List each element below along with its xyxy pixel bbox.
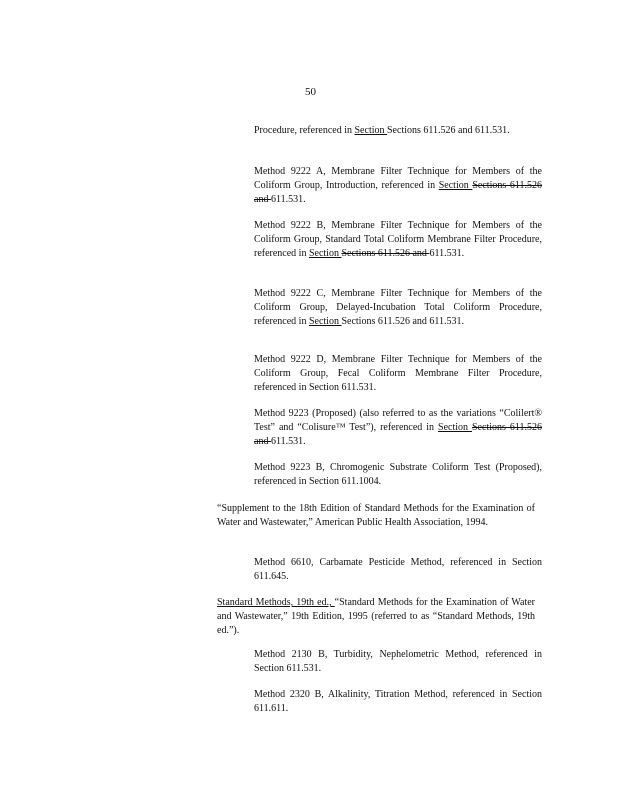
- entry-method-9223: [254, 407, 542, 449]
- inserted-text: Standard Methods, 19th ed.,: [217, 597, 335, 608]
- entry-text: Method 9222 A, Membrane Filter Technique for Members of the Coliform Group, Introduction, referenced in: [254, 166, 542, 191]
- deleted-text: Sections 611.526 and: [254, 422, 543, 447]
- entry-method-9222a: [254, 165, 542, 207]
- deleted-text: Sections 611.526 and: [254, 180, 542, 205]
- inserted-text: Section: [438, 422, 472, 433]
- entry-text: Method 9222 D, Membrane Filter Technique for Members of the Coliform Group, Fecal Coliform Membrane Filter Procedure, referenced in Section 611.531.: [254, 354, 542, 393]
- entry-text-end: Sections 611.526 and 611.531.: [387, 125, 510, 136]
- entry-standard-methods-19th: [217, 596, 535, 638]
- entry-text-end: Sections 611.526 and 611.531.: [341, 316, 465, 327]
- entry-text: Method 9223 (Proposed) (also referred to as the variations “Colilert® Test” and “Colisure™ Test”), referenced in: [254, 408, 542, 433]
- entry-method-9222c: [254, 287, 542, 329]
- entry-text-end: 611.531.: [270, 194, 306, 205]
- inserted-text: Section: [308, 248, 342, 259]
- entry-text-end: 611.531.: [270, 436, 306, 447]
- entry-text: Method 2130 B, Turbidity, Nephelometric Method, referenced in Section 611.531.: [254, 649, 542, 674]
- inserted-text: Section: [308, 316, 342, 327]
- page-number: 50: [305, 86, 316, 98]
- entry-method-2320b: [254, 688, 542, 716]
- entry-text: Method 9223 B, Chromogenic Substrate Coliform Test (Proposed), referenced in Section 611.1004.: [254, 462, 542, 487]
- entry-text: “Standard Methods for the Examination of Water and Wastewater,” 19th Edition, 1995 (referred to as “Standard Methods, 19th ed.”).: [217, 597, 536, 636]
- entry-method-6610: [254, 556, 542, 584]
- entry-method-9222d: [254, 353, 542, 395]
- entry-text-end: 611.531.: [429, 248, 465, 259]
- entry-method-2130b: [254, 648, 542, 676]
- entry-text: Method 9222 C, Membrane Filter Technique for Members of the Coliform Group, Delayed-Incubation Total Coliform Procedure, referenced in: [254, 288, 542, 327]
- entry-text: “Supplement to the 18th Edition of Standard Methods for the Examination of Water and Wastewater,” American Public Health Association, 1994.: [217, 503, 535, 528]
- entry-text: Method 9222 B, Membrane Filter Technique for Members of the Coliform Group, Standard Total Coliform Membrane Filter Procedure, referenced in: [254, 220, 542, 259]
- entry-supplement-18th-edition: [217, 502, 535, 530]
- inserted-text: Section: [438, 180, 473, 191]
- entry-text: Method 2320 B, Alkalinity, Titration Method, referenced in Section 611.611.: [254, 689, 542, 714]
- entry-text: Procedure, referenced in: [254, 125, 355, 136]
- deleted-text: Sections 611.526 and: [341, 248, 430, 259]
- entry-procedure-coliform: [254, 124, 542, 138]
- inserted-text: Section: [354, 125, 387, 136]
- entry-text: Method 6610, Carbamate Pesticide Method, referenced in Section 611.645.: [254, 557, 542, 582]
- entry-method-9222b: [254, 219, 542, 261]
- entry-method-9223b: [254, 461, 542, 489]
